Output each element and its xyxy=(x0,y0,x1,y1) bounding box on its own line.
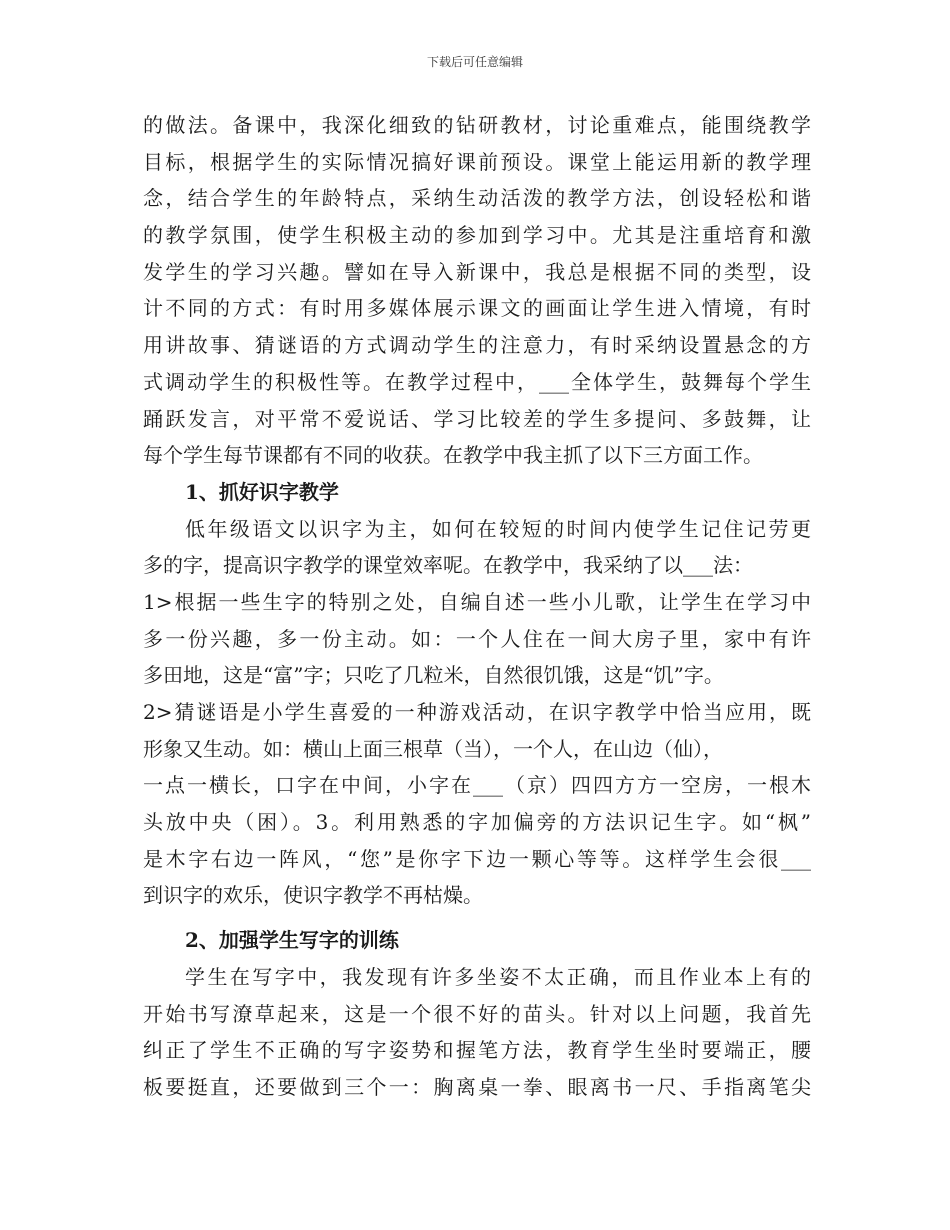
body-line: 形象又生动。如：横山上面三根草（当），一个人，在山边（仙）， xyxy=(143,736,723,761)
body-line: 是木字右边一阵风，“您”是你字下边一颗心等等。这样学生会很___ xyxy=(143,846,811,871)
body-line: 念，结合学生的年龄特点，采纳生动活泼的教学方法，创设轻松和谐 xyxy=(143,186,811,211)
body-line: 的做法。备课中，我深化细致的钻研教材，讨论重难点，能围绕教学 xyxy=(143,113,811,137)
body-line: 开始书写潦草起来，这是一个很不好的苗头。针对以上问题，我首先 xyxy=(143,1001,811,1026)
body-line: 用讲故事、猜谜语的方式调动学生的注意力，有时采纳设置悬念的方 xyxy=(143,333,811,358)
page-header: 下载后可任意编辑 xyxy=(426,55,523,69)
body-line: 低年级语文以识字为主，如何在较短的时间内使学生记住记劳更 xyxy=(185,516,811,541)
body-line: 2>猜谜语是小学生喜爱的一种游戏活动，在识字教学中恰当应用，既 xyxy=(143,700,811,724)
body-line: 的教学氛围，使学生积极主动的参加到学习中。尤其是注重培育和激 xyxy=(143,223,811,248)
body-line: 目标，根据学生的实际情况搞好课前预设。课堂上能运用新的教学理 xyxy=(143,149,811,174)
body-line: 板要挺直，还要做到三个一：胸离桌一拳、眼离书一尺、手指离笔尖 xyxy=(143,1074,811,1099)
body-line: 计不同的方式：有时用多媒体展示课文的画面让学生进入情境，有时 xyxy=(143,296,811,321)
body-line: 到识字的欢乐，使识字教学不再枯燥。 xyxy=(143,883,483,908)
body-line: 踊跃发言，对平常不爱说话、学习比较差的学生多提问、多鼓舞，让 xyxy=(143,406,811,431)
body-line: 纠正了学生不正确的写字姿势和握笔方法，教育学生坐时要端正，腰 xyxy=(143,1038,811,1063)
document-body xyxy=(143,107,811,1106)
body-line: 一点一横长，口字在中间，小字在___（京）四四方方一空房，一根木 xyxy=(143,773,811,798)
body-line: 学生在写字中，我发现有许多坐姿不太正确，而且作业本上有的 xyxy=(185,964,811,989)
section-heading-2: 2、加强学生写字的训练 xyxy=(185,928,399,953)
body-line: 1>根据一些生字的特别之处，自编自述一些小儿歌，让学生在学习中 xyxy=(143,589,811,614)
body-line: 式调动学生的积极性等。在教学过程中，___全体学生，鼓舞每个学生 xyxy=(143,369,811,394)
body-line: 多一份兴趣，多一份主动。如：一个人住在一间大房子里，家中有许 xyxy=(143,626,811,651)
body-line: 发学生的学习兴趣。譬如在导入新课中，我总是根据不同的类型，设 xyxy=(143,259,811,284)
body-line: 多田地，这是“富”字；只吃了几粒米，自然很饥饿，这是“饥”字。 xyxy=(143,663,724,688)
body-line: 头放中央（困）。3。利用熟悉的字加偏旁的方法识记生字。如“枫” xyxy=(143,810,811,835)
section-heading-1: 1、抓好识字教学 xyxy=(185,479,339,504)
body-line: 多的字，提高识字教学的课堂效率呢。在教学中，我采纳了以___法： xyxy=(143,553,753,578)
body-line: 每个学生每节课都有不同的收获。在教学中我主抓了以下三方面工作。 xyxy=(143,443,763,468)
